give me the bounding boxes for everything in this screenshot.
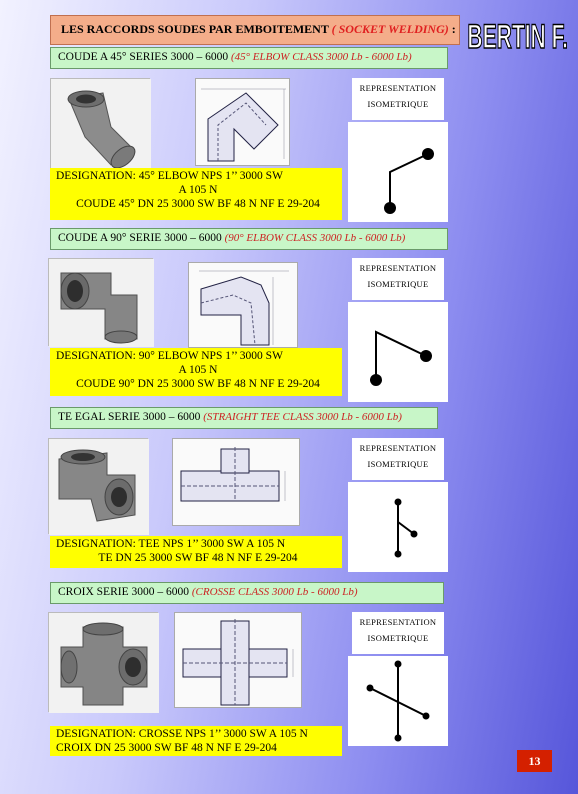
- section-heading-90-elbow: COUDE A 90° SERIE 3000 – 6000 (90° ELBOW CLASS 3000 Lb - 6000 Lb): [50, 228, 448, 250]
- cross-drawing: [174, 612, 302, 708]
- cross-photo: [48, 612, 158, 712]
- elbow-90-photo: [48, 258, 153, 346]
- tee-photo: [48, 438, 148, 534]
- tee-isometric: [348, 482, 448, 572]
- section-heading-text: COUDE A 45° SERIES 3000 – 6000: [58, 51, 231, 63]
- isometric-label-line1: REPRESENTATION: [359, 83, 437, 93]
- elbow-90-isometric: [348, 302, 448, 402]
- elbow-45-photo: [50, 78, 150, 170]
- isometric-label-line2: ISOMETRIQUE: [367, 99, 429, 109]
- isometric-label-box: [352, 78, 444, 120]
- title-end: :: [448, 22, 456, 36]
- tee-drawing: [172, 438, 300, 526]
- isometric-label-box: REPRESENTATION ISOMETRIQUE: [352, 612, 444, 654]
- section-heading-english: (45° ELBOW CLASS 3000 Lb - 6000 Lb): [230, 51, 412, 63]
- cross-isometric: [348, 656, 448, 746]
- designation-tee: DESIGNATION: TEE NPS 1’’ 3000 SW A 105 N TE DN 25 3000 SW BF 48 N NF E 29-204: [50, 536, 342, 568]
- page-number: 13: [517, 750, 552, 772]
- elbow-45-drawing: [195, 78, 290, 166]
- designation-90-elbow: DESIGNATION: 90° ELBOW NPS 1’’ 3000 SW A 105 N COUDE 90° DN 25 3000 SW BF 48 N NF E 29-204: [50, 348, 342, 396]
- designation-cross: DESIGNATION: CROSSE NPS 1’’ 3000 SW A 105 N CROIX DN 25 3000 SW BF 48 N NF E 29-204: [50, 726, 342, 756]
- section-heading-45-elbow: [50, 47, 448, 69]
- elbow-45-isometric: [348, 122, 448, 222]
- designation-45-elbow: DESIGNATION: 45° ELBOW NPS 1’’ 3000 SW A 105 N COUDE 45° DN 25 3000 SW BF 48 N NF E 29-204: [50, 168, 342, 220]
- page-title: [50, 15, 460, 45]
- isometric-label-box: REPRESENTATION ISOMETRIQUE: [352, 258, 444, 300]
- bertin-logo: [467, 14, 568, 56]
- section-heading-cross: CROIX SERIE 3000 – 6000 (CROSSE CLASS 3000 Lb - 6000 Lb): [50, 582, 444, 604]
- isometric-label-box: REPRESENTATION ISOMETRIQUE: [352, 438, 444, 480]
- section-heading-tee: TE EGAL SERIE 3000 – 6000 (STRAIGHT TEE CLASS 3000 Lb - 6000 Lb): [50, 407, 438, 429]
- logo-text: BERTIN F.: [467, 16, 568, 56]
- title-italic: ( SOCKET WELDING): [331, 22, 449, 36]
- title-main: LES RACCORDS SOUDES PAR EMBOITEMENT: [61, 22, 332, 36]
- elbow-90-drawing: [188, 262, 298, 348]
